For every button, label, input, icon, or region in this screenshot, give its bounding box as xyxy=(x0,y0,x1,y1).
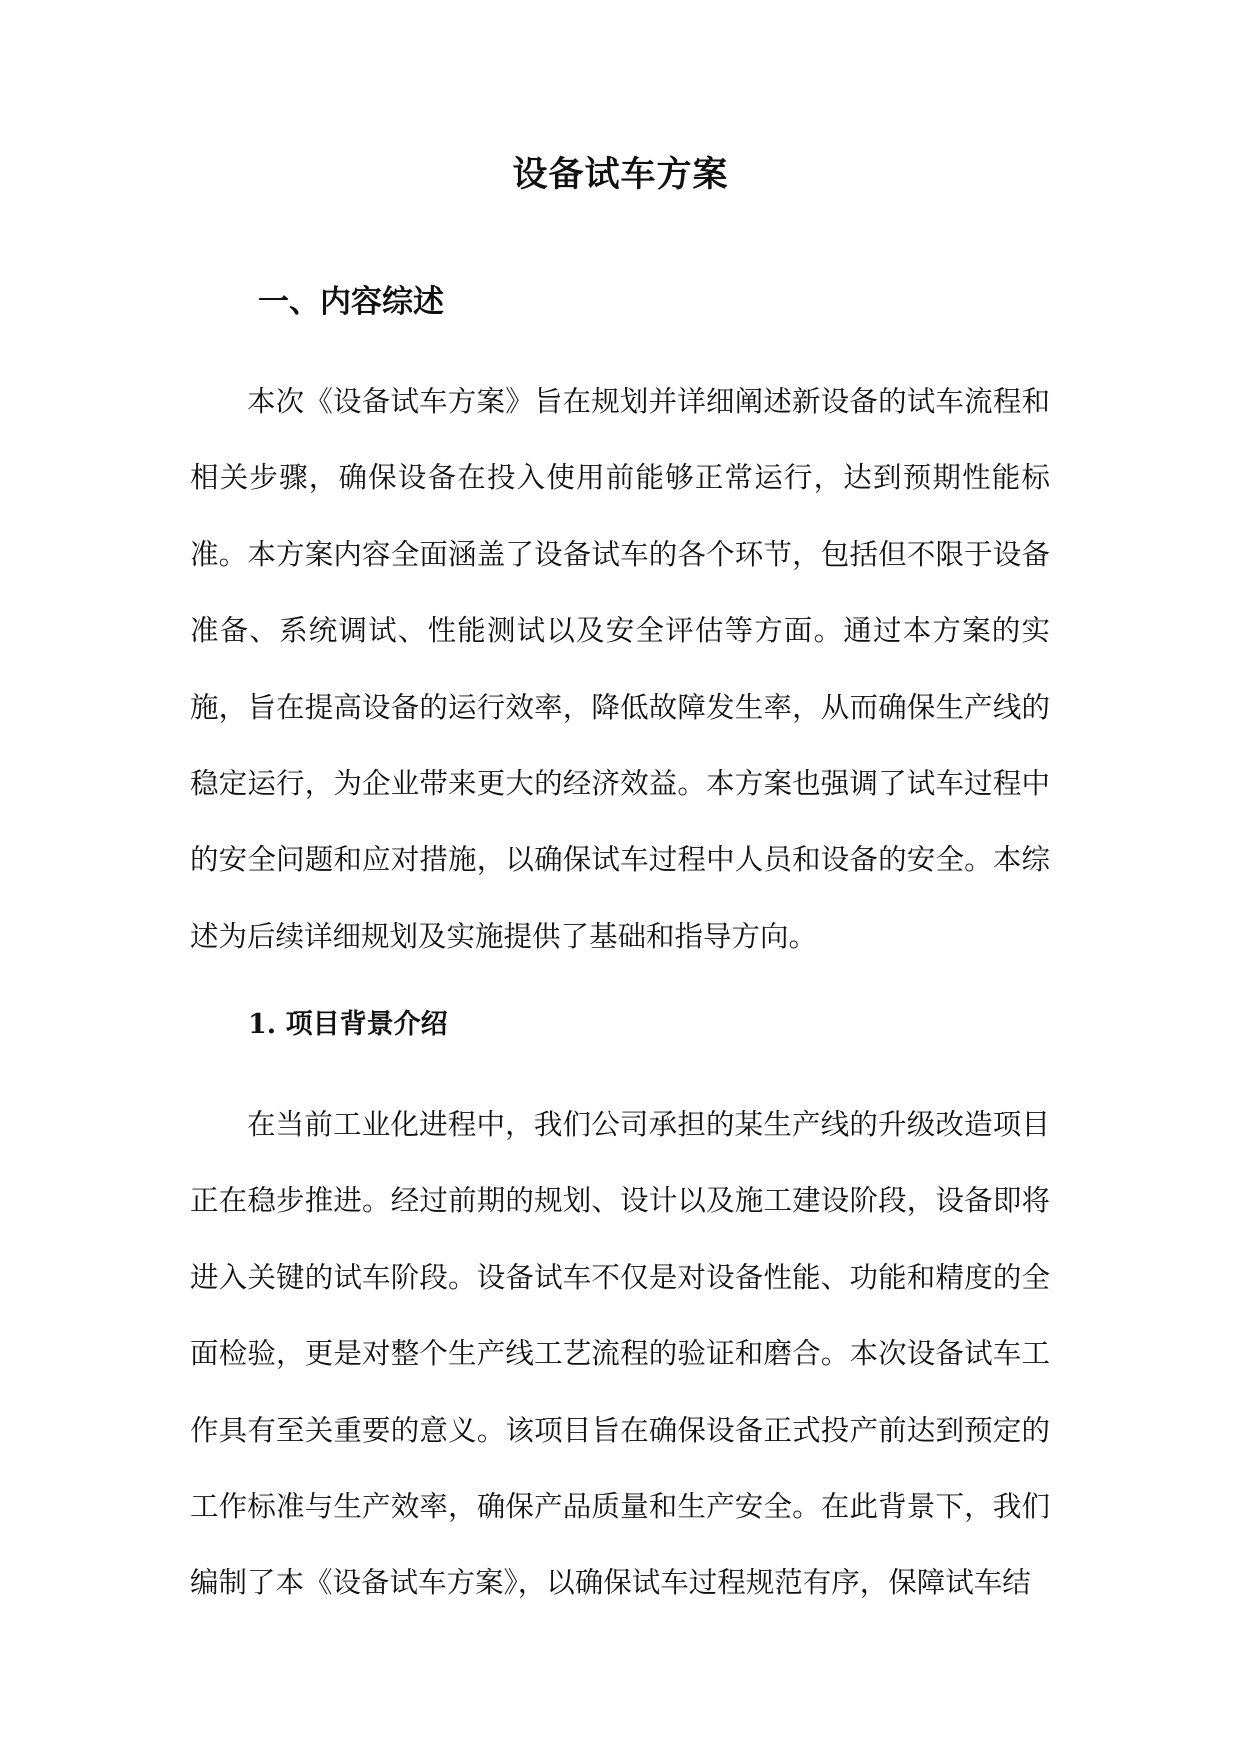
section-heading-overview: 一、内容综述 xyxy=(258,284,444,320)
section-heading-project-background: 1. 项目背景介绍 xyxy=(248,1009,448,1040)
section-paragraph-overview: 本次《设备试车方案》旨在规划并详细阐述新设备的试车流程和相关步骤，确保设备在投入使用前能够正常运行，达到预期性能标准。本方案内容全面涵盖了设备试车的各个环节，包括但不限于设备准备、系统调试、性能测试以及安全评估等方面。通过本方案的实施，旨在提高设备的运行效率，降低故障发生率，从而确保生产线的稳定运行，为企业带来更大的经济效益。本方案也强调了试车过程中的安全问题和应对措施，以确保试车过程中人员和设备的安全。本综述为后续详细规划及实施提供了基础和指导方向。 xyxy=(190,385,1050,953)
document-title: 设备试车方案 xyxy=(512,154,729,195)
section-paragraph-project-background: 在当前工业化进程中，我们公司承担的某生产线的升级改造项目正在稳步推进。经过前期的规划、设计以及施工建设阶段，设备即将进入关键的试车阶段。设备试车不仅是对设备性能、功能和精度的全面检验，更是对整个生产线工艺流程的验证和磨合。本次设备试车工作具有至关重要的意义。该项目旨在确保设备正式投产前达到预定的工作标准与生产效率，确保产品质量和生产安全。在此背景下，我们编制了本《设备试车方案》，以确保试车过程规范有序，保障试车结 xyxy=(190,1108,1050,1600)
